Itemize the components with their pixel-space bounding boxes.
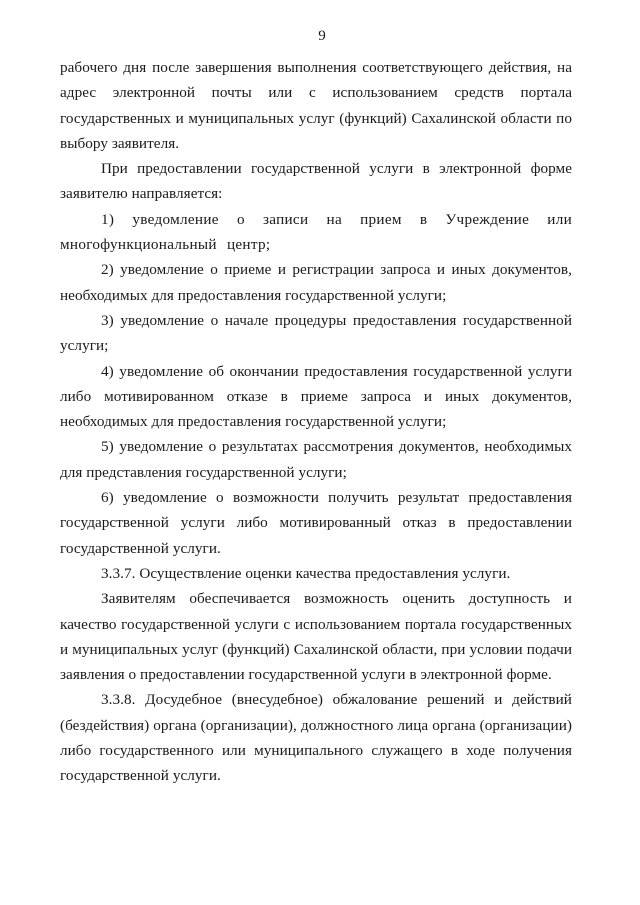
paragraph-item-1: 1) уведомление о записи на прием в Учреждение или многофункциональный центр; — [60, 210, 572, 254]
paragraph-section-3-3-7: 3.3.7. Осуществление оценки качества предоставления услуги. — [101, 564, 511, 582]
paragraph-continuation: рабочего дня после завершения выполнения соответствующего действия, на адрес электронной почты или с использованием средств портала государственных и муниципальных услуг (функций) Сахалинской области по выбору заявителя. — [60, 59, 572, 152]
paragraph-item-3: 3) уведомление о начале процедуры предоставления государственной услуги; — [60, 311, 572, 355]
paragraph-notifications-intro: При предоставлении государственной услуги в электронной форме заявителю направляется: — [60, 160, 572, 203]
paragraph-item-6: 6) уведомление о возможности получить результат предоставления государственной услуги либо мотивированный отказ в предоставлении государственной услуги. — [60, 489, 572, 557]
document-body — [60, 55, 572, 789]
paragraph-item-4: 4) уведомление об окончании предоставления государственной услуги либо мотивированном отказе в приеме запроса и иных документов, необходимых для предоставления государственной услуги; — [60, 362, 572, 431]
paragraph-section-3-3-8: 3.3.8. Досудебное (внесудебное) обжалование решений и действий (бездействия) органа (организации), должностного лица органа (организации) либо государственного или муниципального служащего в ходе получения государственной услуги. — [60, 691, 572, 785]
paragraph-item-2: 2) уведомление о приеме и регистрации запроса и иных документов, необходимых для предоставления государственной услуги; — [60, 261, 572, 304]
paragraph-item-5: 5) уведомление о результатах рассмотрения документов, необходимых для представления государственной услуги; — [60, 438, 572, 481]
page-number: 9 — [318, 28, 326, 44]
paragraph-quality-assessment: Заявителям обеспечивается возможность оценить доступность и качество государственной услуги с использованием портала государственных и муниципальных услуг (функций) Сахалинской области, при условии подачи заявления о предоставлении государственной услуги в электронной форме. — [60, 590, 572, 684]
